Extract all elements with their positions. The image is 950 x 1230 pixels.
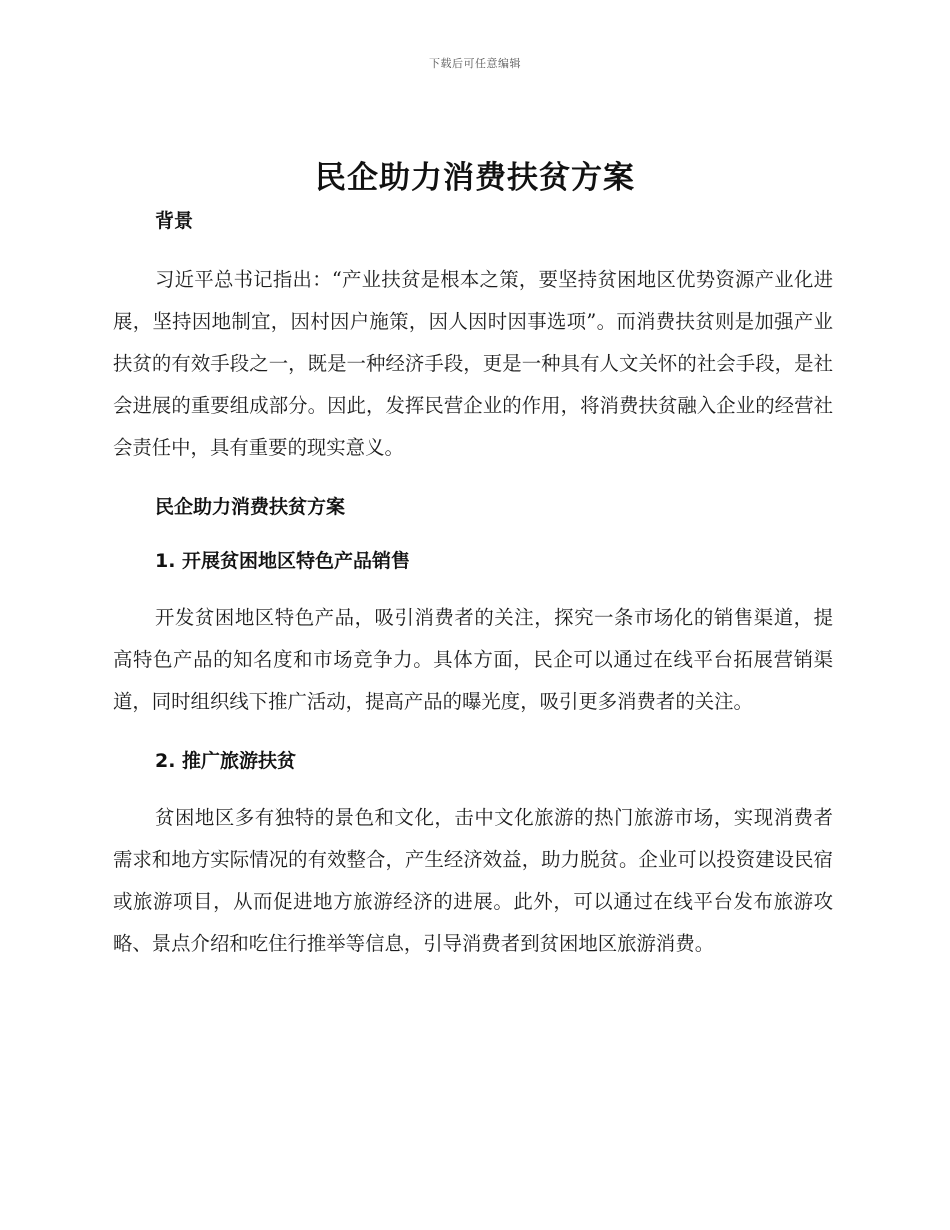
paragraph-item-2: 贫困地区多有独特的景色和文化，击中文化旅游的热门旅游市场，实现消费者需求和地方实际情况的有效整合，产生经济效益，助力脱贫。企业可以投资建设民宿或旅游项目，从而促进地方旅游经济的进展。此外，可以通过在线平台发布旅游攻略、景点介绍和吃住行推举等信息，引导消费者到贫困地区旅游消费。	[113, 806, 833, 955]
document-title: 民企助力消费扶贫方案	[315, 160, 635, 196]
subsection-heading-1: 1. 开展贫困地区特色产品销售	[155, 550, 411, 572]
subsection-heading-2: 2. 推广旅游扶贫	[155, 750, 297, 772]
paragraph-item-1: 开发贫困地区特色产品，吸引消费者的关注，探究一条市场化的销售渠道，提高特色产品的知名度和市场竞争力。具体方面，民企可以通过在线平台拓展营销渠道，同时组织线下推广活动，提高产品的曝光度，吸引更多消费者的关注。	[113, 606, 833, 713]
header-note: 下载后可任意编辑	[429, 57, 521, 70]
section-heading-background: 背景	[155, 210, 194, 232]
document-body	[113, 205, 833, 965]
paragraph-background: 习近平总书记指出：“产业扶贫是根本之策，要坚持贫困地区优势资源产业化进展，坚持因地制宜，因村因户施策，因人因时因事选项”。而消费扶贫则是加强产业扶贫的有效手段之一，既是一种经济手段，更是一种具有人文关怀的社会手段，是社会进展的重要组成部分。因此，发挥民营企业的作用，将消费扶贫融入企业的经营社会责任中，具有重要的现实意义。	[113, 268, 833, 459]
section-heading-plan: 民企助力消费扶贫方案	[155, 496, 346, 518]
